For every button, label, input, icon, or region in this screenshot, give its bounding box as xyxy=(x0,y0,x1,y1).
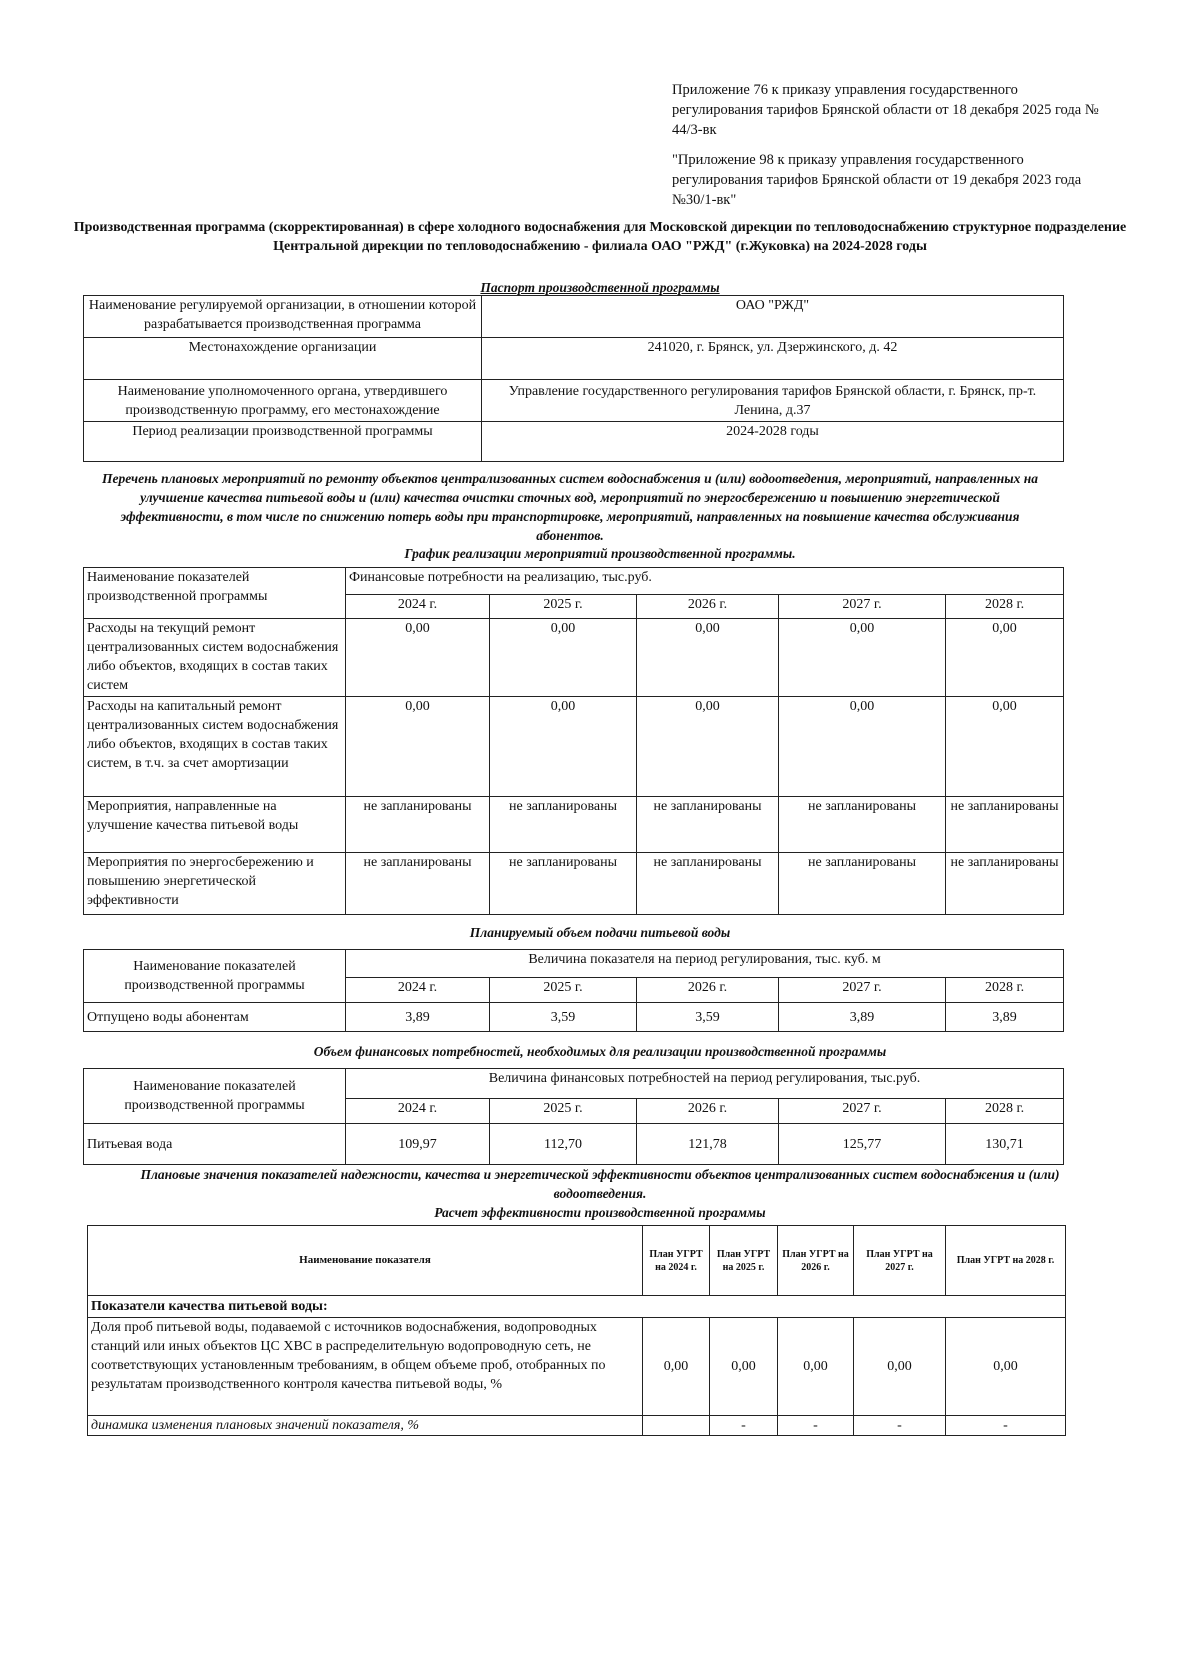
cell-value: 130,71 xyxy=(946,1124,1064,1165)
row-label: Питьевая вода xyxy=(84,1124,346,1165)
year-header: 2027 г. xyxy=(779,978,946,1003)
cell-value: не запланированы xyxy=(637,797,779,853)
cell-value: 3,89 xyxy=(946,1003,1064,1032)
finance-head-group: Величина финансовых потребностей на период регулирования, тыс.руб. xyxy=(346,1069,1064,1099)
passport-value: ОАО "РЖД" xyxy=(482,296,1064,338)
table-row xyxy=(88,1416,1066,1436)
passport-value: 241020, г. Брянск, ул. Дзержинского, д. 42 xyxy=(482,338,1064,380)
reliability-caption: Плановые значения показателей надежности, качества и энергетической эффективности объектов централизованных систем водоснабжения и (или) водоотведения. xyxy=(140,1167,1060,1201)
table-row xyxy=(84,797,1064,853)
row-label: Расходы на капитальный ремонт централизованных систем водоснабжения либо объектов, входящих в состав таких систем, в т.ч. за счет амортизации xyxy=(84,697,346,797)
cell-value: 0,00 xyxy=(946,619,1064,697)
cell-value: - xyxy=(946,1416,1066,1436)
year-header: 2026 г. xyxy=(637,1099,779,1124)
cell-value: 3,59 xyxy=(637,1003,779,1032)
passport-value: 2024-2028 годы xyxy=(482,422,1064,462)
cell-value: не запланированы xyxy=(779,853,946,915)
year-header: 2024 г. xyxy=(346,1099,490,1124)
finance-table xyxy=(83,1068,1064,1165)
cell-value: 0,00 xyxy=(637,697,779,797)
finance-caption: Объем финансовых потребностей, необходимых для реализации производственной программы xyxy=(313,1044,887,1059)
cell-value: не запланированы xyxy=(346,853,490,915)
cell-value: 3,89 xyxy=(779,1003,946,1032)
row-label: Доля проб питьевой воды, подаваемой с источников водоснабжения, водопроводных станций или иных объектов ЦС ХВС в распределительную водопроводную сеть, не соответствующих установленным требованиям, в общем объеме проб, отобранных по результатам производственного контроля качества питьевой воды, % xyxy=(88,1318,643,1416)
year-header: 2025 г. xyxy=(490,978,637,1003)
cell-value: 0,00 xyxy=(854,1318,946,1416)
cell-value: 0,00 xyxy=(490,697,637,797)
table-row xyxy=(84,619,1064,697)
annex-note-1: Приложение 76 к приказу управления государственного регулирования тарифов Брянской области от 18 декабря 2025 года № 44/3-вк xyxy=(672,82,1099,138)
cell-value: 0,00 xyxy=(490,619,637,697)
plan-header: План УГРТ на 2024 г. xyxy=(643,1226,710,1296)
cell-value: 3,89 xyxy=(346,1003,490,1032)
cell-value: не запланированы xyxy=(946,853,1064,915)
passport-label: Наименование уполномоченного органа, утвердившего производственную программу, его местонахождение xyxy=(84,380,482,422)
year-header: 2026 г. xyxy=(637,978,779,1003)
finance-head-label: Наименование показателей производственной программы xyxy=(84,1069,346,1124)
cell-value: 112,70 xyxy=(490,1124,637,1165)
cell-value: не запланированы xyxy=(637,853,779,915)
cell-value: 0,00 xyxy=(778,1318,854,1416)
cell-value: - xyxy=(710,1416,778,1436)
cell-value: 0,00 xyxy=(946,1318,1066,1416)
measures-head-group: Финансовые потребности на реализацию, тыс.руб. xyxy=(346,568,1064,595)
cell-value: 121,78 xyxy=(637,1124,779,1165)
year-header: 2026 г. xyxy=(637,595,779,619)
volume-head-label: Наименование показателей производственной программы xyxy=(84,950,346,1003)
cell-value: 0,00 xyxy=(710,1318,778,1416)
year-header: 2028 г. xyxy=(946,1099,1064,1124)
section-header: Показатели качества питьевой воды: xyxy=(88,1296,1066,1318)
year-header: 2024 г. xyxy=(346,595,490,619)
cell-value: не запланированы xyxy=(946,797,1064,853)
cell-value: 125,77 xyxy=(779,1124,946,1165)
cell-value: 0,00 xyxy=(637,619,779,697)
cell-value: 0,00 xyxy=(946,697,1064,797)
year-header: 2027 г. xyxy=(779,1099,946,1124)
row-label: Мероприятия, направленные на улучшение качества питьевой воды xyxy=(84,797,346,853)
volume-head-group: Величина показателя на период регулирования, тыс. куб. м xyxy=(346,950,1064,978)
efficiency-caption: Расчет эффективности производственной программы xyxy=(434,1205,766,1220)
measures-caption: Перечень плановых мероприятий по ремонту объектов централизованных систем водоснабжения и (или) водоотведения, мероприятий, направленных на улучшение качества питьевой воды и (или) качества очистки сточных вод, мероприятий по энергосбережению и повышению энергетической эффективности, в том числе по снижению потерь воды при транспортировке, мероприятий, направленных на повышение качества обслуживания абонентов. xyxy=(101,471,1039,543)
cell-value: не запланированы xyxy=(490,853,637,915)
cell-value: не запланированы xyxy=(346,797,490,853)
passport-label: Наименование регулируемой организации, в отношении которой разрабатывается производственная программа xyxy=(84,296,482,338)
cell-value: 0,00 xyxy=(779,619,946,697)
year-header: 2025 г. xyxy=(490,1099,637,1124)
table-row xyxy=(84,697,1064,797)
row-label: Мероприятия по энергосбережению и повышению энергетической эффективности xyxy=(84,853,346,915)
reliability-head-label: Наименование показателя xyxy=(88,1226,643,1296)
passport-value: Управление государственного регулирования тарифов Брянской области, г. Брянск, пр-т. Ленина, д.37 xyxy=(482,380,1064,422)
plan-header: План УГРТ на 2027 г. xyxy=(854,1226,946,1296)
passport-label: Местонахождение организации xyxy=(84,338,482,380)
cell-value: 0,00 xyxy=(346,697,490,797)
volume-table xyxy=(83,949,1064,1032)
cell-value: 109,97 xyxy=(346,1124,490,1165)
volume-caption: Планируемый объем подачи питьевой воды xyxy=(469,925,731,940)
measures-table xyxy=(83,567,1064,915)
table-row xyxy=(84,1003,1064,1032)
year-header: 2028 г. xyxy=(946,978,1064,1003)
passport-caption: Паспорт производственной программы xyxy=(480,280,720,295)
measures-schedule-caption: График реализации мероприятий производственной программы. xyxy=(404,546,796,561)
cell-value: - xyxy=(854,1416,946,1436)
cell-value: не запланированы xyxy=(779,797,946,853)
annex-note-2: "Приложение 98 к приказу управления государственного регулирования тарифов Брянской области от 19 декабря 2023 года №30/1-вк" xyxy=(672,152,1082,208)
year-header: 2028 г. xyxy=(946,595,1064,619)
cell-value: 0,00 xyxy=(643,1318,710,1416)
measures-head-label: Наименование показателей производственной программы xyxy=(84,568,346,619)
year-header: 2027 г. xyxy=(779,595,946,619)
cell-value xyxy=(643,1416,710,1436)
reliability-table xyxy=(87,1225,1066,1436)
cell-value: 3,59 xyxy=(490,1003,637,1032)
plan-header: План УГРТ на 2026 г. xyxy=(778,1226,854,1296)
row-label: Расходы на текущий ремонт централизованных систем водоснабжения либо объектов, входящих в состав таких систем xyxy=(84,619,346,697)
table-row xyxy=(88,1318,1066,1416)
plan-header: План УГРТ на 2025 г. xyxy=(710,1226,778,1296)
year-header: 2024 г. xyxy=(346,978,490,1003)
year-header: 2025 г. xyxy=(490,595,637,619)
table-row xyxy=(84,853,1064,915)
document-title: Производственная программа (скорректированная) в сфере холодного водоснабжения для Московской дирекции по тепловодоснабжению структурное подразделение Центральной дирекции по тепловодоснабжению - филиала ОАО "РЖД" (г.Жуковка) на 2024-2028 годы xyxy=(73,220,1127,254)
passport-label: Период реализации производственной программы xyxy=(84,422,482,462)
row-label: Отпущено воды абонентам xyxy=(84,1003,346,1032)
passport-table xyxy=(83,295,1064,462)
cell-value: 0,00 xyxy=(779,697,946,797)
table-row xyxy=(84,1124,1064,1165)
cell-value: не запланированы xyxy=(490,797,637,853)
cell-value: - xyxy=(778,1416,854,1436)
plan-header: План УГРТ на 2028 г. xyxy=(946,1226,1066,1296)
row-label: динамика изменения плановых значений показателя, % xyxy=(88,1416,643,1436)
cell-value: 0,00 xyxy=(346,619,490,697)
